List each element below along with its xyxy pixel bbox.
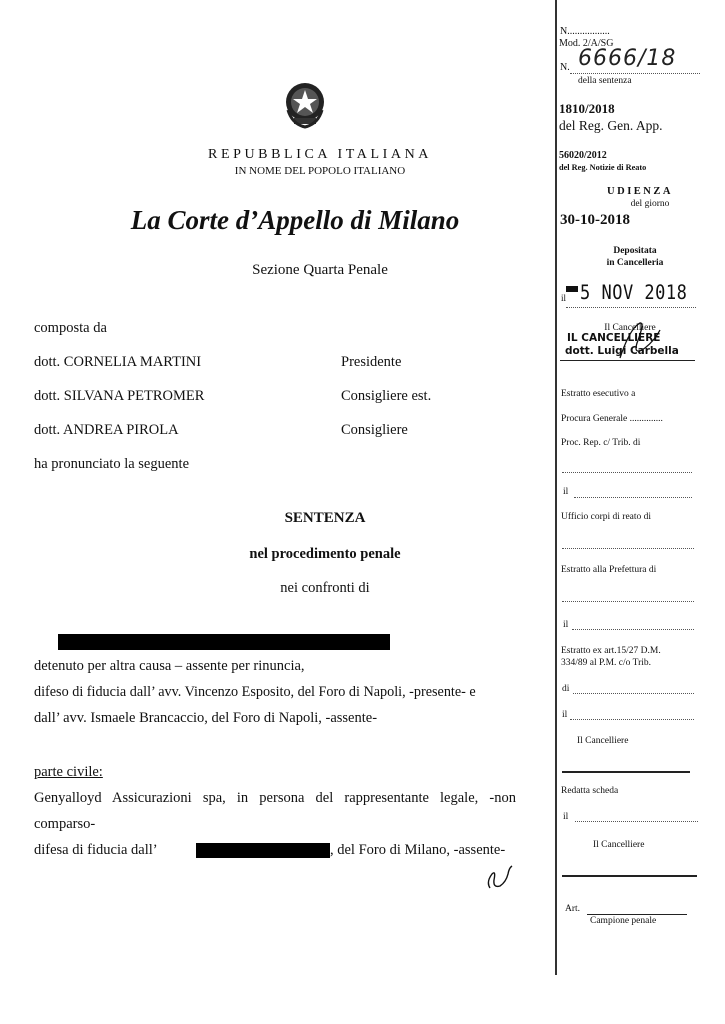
reg-gen-label: del Reg. Gen. App. xyxy=(559,118,663,133)
cancelliere-signature-line-2 xyxy=(562,875,697,877)
del-giorno-label: del giorno xyxy=(630,199,670,209)
civil-party-line-2: comparso- xyxy=(34,816,96,832)
procura-generale: Procura Generale .............. xyxy=(561,414,663,424)
judge-name: dott. SILVANA PETROMER xyxy=(34,388,205,404)
estratto-esecutivo: Estratto esecutivo a xyxy=(561,389,636,399)
civil-party-heading: parte civile: xyxy=(34,764,103,780)
civil-party-defense-suffix: , del Foro di Milano, -assente- xyxy=(330,842,506,858)
campione-penale: Campione penale xyxy=(590,916,657,926)
panel-intro: composta da xyxy=(34,320,107,336)
redacted-defendant-name xyxy=(58,634,390,650)
ufficio-corpi-line xyxy=(562,548,694,549)
sidebar-divider xyxy=(560,360,695,361)
in-cancelleria-label: in Cancelleria xyxy=(606,258,664,268)
sidebar-border xyxy=(555,0,557,975)
proc-rep-il-line xyxy=(574,497,692,498)
handwritten-initials xyxy=(482,862,522,897)
reg-gen-number: 1810/2018 xyxy=(559,101,615,116)
judge-name: dott. CORNELIA MARTINI xyxy=(34,354,202,370)
stamp-title: IL CANCELLIERE xyxy=(567,332,661,344)
judgment-title: SENTENZA xyxy=(284,510,366,526)
stamp-mark-icon xyxy=(566,286,578,292)
notizie-label: del Reg. Notizie di Reato xyxy=(559,163,647,172)
republic-heading: REPUBBLICA ITALIANA xyxy=(208,147,432,162)
in-name-heading: IN NOME DEL POPOLO ITALIANO xyxy=(234,165,406,177)
prefettura-line xyxy=(562,601,694,602)
proc-rep-line xyxy=(562,472,692,473)
sidebar-n-top: N................. xyxy=(560,26,610,37)
cancelliere-printed: Il Cancelliere xyxy=(604,323,656,333)
redatta-il: il xyxy=(563,812,569,822)
cancelliere-label-2: Il Cancelliere xyxy=(593,840,645,850)
court-section: Sezione Quarta Penale xyxy=(252,262,388,278)
udienza-label: UDIENZA xyxy=(607,186,673,197)
prefettura-il-line xyxy=(572,629,694,630)
pronounced-text: ha pronunciato la seguente xyxy=(34,456,190,472)
della-sentenza: della sentenza xyxy=(578,76,632,86)
court-title: La Corte d’Appello di Milano xyxy=(130,205,460,235)
deposit-il-label: il xyxy=(561,293,567,303)
civil-party-defense-prefix: difesa di fiducia dall’ xyxy=(34,842,158,858)
cancelliere-label-1: Il Cancelliere xyxy=(577,736,629,746)
judge-role: Consigliere est. xyxy=(341,388,432,404)
defendant-defense-line-1: difeso di fiducia dall’ avv. Vincenzo Esposito, del Foro di Napoli, -presente- e xyxy=(34,684,476,700)
prefettura-il: il xyxy=(563,620,569,630)
deposit-stamp-date: 5 NOV 2018 xyxy=(580,281,688,305)
sidebar-mod: Mod. 2/A/SG xyxy=(559,38,614,49)
stamp-name: dott. Luigi Carbella xyxy=(565,345,679,357)
judge-role: Presidente xyxy=(341,354,402,370)
estratto-prefettura: Estratto alla Prefettura di xyxy=(561,565,657,575)
estratto-ex-art-2: 334/89 al P.M. c/o Trib. xyxy=(561,658,652,668)
notizie-number: 56020/2012 xyxy=(559,150,607,161)
judge-role: Consigliere xyxy=(341,422,408,438)
ex-art-di-line xyxy=(573,693,694,694)
defendant-status: detenuto per altra causa – assente per rinuncia, xyxy=(34,658,305,674)
hearing-date: 30-10-2018 xyxy=(560,212,630,228)
ex-art-il: il xyxy=(562,710,568,720)
judgment-subtitle: nel procedimento penale xyxy=(249,546,401,562)
ex-art-il-line xyxy=(570,719,694,720)
redatta-il-line xyxy=(575,821,698,822)
sentence-number: 6666/18 xyxy=(578,46,677,71)
civil-party-line-1: Genyalloyd Assicurazioni spa, in persona del rappresentante legale, -non xyxy=(34,790,516,806)
defendant-defense-line-2: dall’ avv. Ismaele Brancaccio, del Foro di Napoli, -assente- xyxy=(34,710,378,726)
sentence-number-line xyxy=(570,73,700,74)
judge-name: dott. ANDREA PIROLA xyxy=(34,422,179,438)
cancelliere-signature-line-1 xyxy=(562,771,690,773)
proc-rep: Proc. Rep. c/ Trib. di xyxy=(561,438,641,448)
redacted-lawyer-name xyxy=(196,843,330,858)
estratto-ex-art-1: Estratto ex art.15/27 D.M. xyxy=(561,646,661,656)
art-label: Art. xyxy=(565,904,581,914)
ex-art-di: di xyxy=(562,684,570,694)
proc-rep-il: il xyxy=(563,487,569,497)
ufficio-corpi: Ufficio corpi di reato di xyxy=(561,512,652,522)
depositata-label: Depositata xyxy=(613,246,657,256)
deposit-date-line xyxy=(566,307,696,308)
redatta-scheda: Redatta scheda xyxy=(561,786,619,796)
emblem-of-italy-icon xyxy=(282,80,328,130)
sidebar-n-label: N. xyxy=(560,62,570,73)
art-line xyxy=(587,914,687,915)
judgment-against: nei confronti di xyxy=(280,580,370,596)
